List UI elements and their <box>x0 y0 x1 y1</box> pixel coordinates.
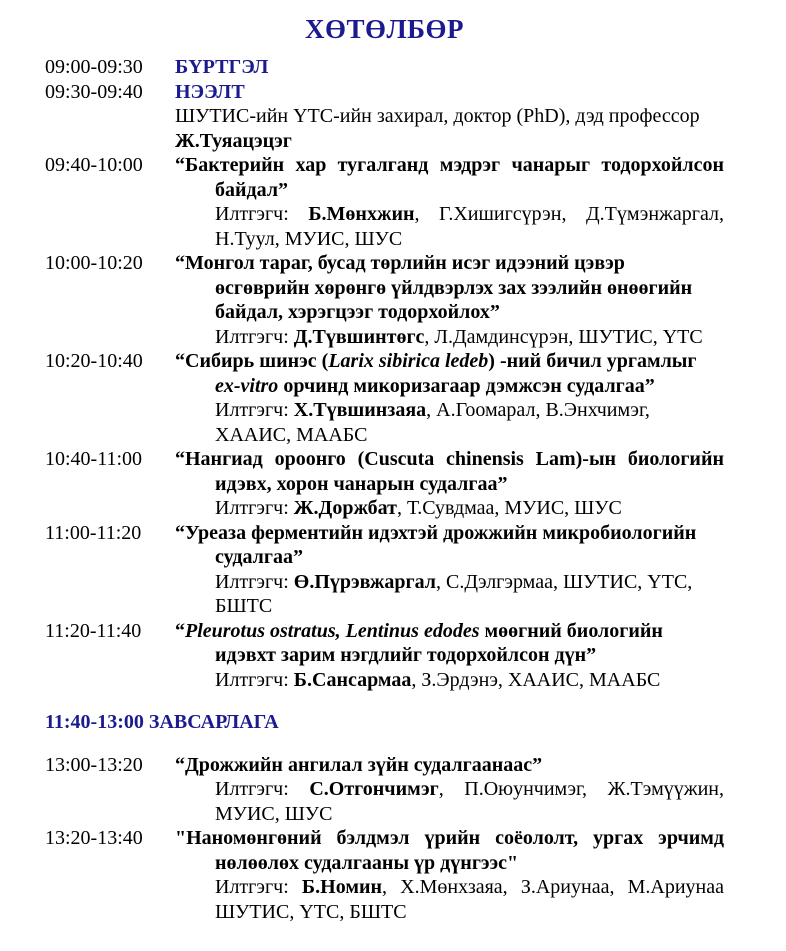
break-row <box>45 710 724 735</box>
text-segment: Илтгэгч: <box>215 203 309 225</box>
session-title <box>175 753 724 778</box>
time-range: 10:20-10:40 <box>45 350 143 372</box>
text-segment: "Наномөнгөний бэлдмэл үрийн соёололт, ургах эрчимд нөлөөлөх судалгааны үр дүнгээс" <box>175 827 724 874</box>
time-range: 11:00-11:20 <box>45 521 142 544</box>
text-segment: Илтгэгч: <box>215 778 310 800</box>
session-title <box>175 619 724 668</box>
presenter-line <box>215 325 724 350</box>
text-segment: Pleurotus ostratus, Lentinus edodes <box>185 619 480 642</box>
schedule-row <box>45 447 724 521</box>
session-title <box>175 521 724 570</box>
row-content <box>175 349 724 447</box>
presenter-line <box>215 570 724 619</box>
row-content <box>175 251 724 349</box>
text-segment: “Монгол тараг, бусад төрлийн исэг идээний цэвэр өсгөврийн хөрөнгө үйлдвэрлэх зах зээлийн өнөөгийн байдал, хэрэгцээг тодорхойлох” <box>175 252 693 323</box>
text-segment: , С.Дэлгэрмаа, ШУТИС, ҮТС, БШТС <box>215 570 693 617</box>
text-segment: мөөгний биологийн идэвхт зарим нэгдлийг тодорхойлсон дүн” <box>215 619 663 666</box>
schedule-row <box>45 619 724 693</box>
text-segment: “ <box>175 619 185 642</box>
session-title <box>175 153 724 202</box>
presenter-line <box>215 496 724 521</box>
time-range: 10:40-11:00 <box>45 448 143 470</box>
opening-description: ШУТИС-ийн ҮТС-ийн захирал, доктор (PhD), дэд профессор <box>175 105 700 127</box>
presenter-line <box>215 875 724 924</box>
text-segment: “Нангиад ороонго (Cuscuta chinensis Lam)-ын биологийн идэвх, хорон чанарын судалгаа” <box>175 448 724 495</box>
row-content <box>175 753 724 827</box>
row-content <box>175 521 724 619</box>
text-segment: Х.Түвшинзаяа <box>293 399 427 421</box>
session-title <box>175 251 724 325</box>
row-content <box>175 55 724 80</box>
row-content <box>175 153 724 251</box>
schedule-row <box>45 521 724 619</box>
text-segment: , З.Эрдэнэ, ХААИС, МААБС <box>411 668 661 691</box>
text-segment: “Уреаза ферментийн идэхтэй дрожжийн микробиологийн судалгаа” <box>175 521 697 568</box>
text-segment: С.Отгончимэг <box>309 778 439 800</box>
time-range: 11:20-11:40 <box>45 619 142 642</box>
text-segment: Илтгэгч: <box>215 399 294 421</box>
text-segment: Ж.Доржбат <box>293 497 397 519</box>
schedule-row <box>45 80 724 154</box>
row-content <box>175 826 724 924</box>
presenter-line <box>215 777 724 826</box>
schedule-row <box>45 55 724 80</box>
text-segment: , Г.Хишигсүрэн, Д.Түмэнжаргал, Н.Туул, МУИС, ШУС <box>215 203 724 250</box>
presenter-line <box>215 668 724 693</box>
text-segment: Б.Номин <box>301 876 382 898</box>
text-segment: Илтгэгч: <box>215 876 302 898</box>
time-range: 10:00-10:20 <box>45 252 143 274</box>
session-heading: БҮРТГЭЛ <box>175 56 269 78</box>
schedule-row <box>45 753 724 827</box>
session-title <box>175 826 724 875</box>
text-segment: , Л.Дамдинсүрэн, ШУТИС, ҮТС <box>424 325 703 348</box>
time-range: 13:20-13:40 <box>45 827 143 849</box>
time-range: 09:30-09:40 <box>45 80 143 103</box>
schedule-row <box>45 153 724 251</box>
page-title: ХӨТӨЛБӨР <box>305 14 464 44</box>
row-content <box>175 447 724 521</box>
time-range: 13:00-13:20 <box>45 753 143 776</box>
text-segment: Илтгэгч: <box>215 497 294 519</box>
schedule-row <box>45 251 724 349</box>
text-segment: , Х.Мөнхзаяа, З.Ариунаа, М.Ариунаа ШУТИС, ҮТС, БШТС <box>215 876 724 923</box>
text-segment: Larix sibirica ledeb <box>328 350 489 372</box>
time-range: 09:00-09:30 <box>45 56 143 78</box>
text-segment: , П.Оюунчимэг, Ж.Тэмүүжин, МУИС, ШУС <box>215 778 724 825</box>
time-range: 09:40-10:00 <box>45 154 143 176</box>
text-segment: “Дрожжийн ангилал зүйн судалгаанаас” <box>175 753 543 776</box>
opening-description: Ж.Туяацэцэг <box>175 129 292 152</box>
text-segment: ) -ний бичил ургамлыг <box>488 350 697 372</box>
schedule-row <box>45 826 724 924</box>
text-segment: Б.Сансармаа <box>293 668 412 691</box>
break-heading: ЗАВСАРЛАГА <box>148 711 279 733</box>
text-segment: ex-vitro <box>215 374 279 397</box>
text-segment: Б.Мөнхжин <box>308 203 415 225</box>
text-segment: орчинд микоризагаар дэмжсэн судалгаа” <box>278 374 655 397</box>
text-segment: Д.Түвшинтөгс <box>293 325 425 348</box>
text-segment: Илтгэгч: <box>215 325 294 348</box>
text-segment: Илтгэгч: <box>215 570 294 593</box>
text-segment: Ө.Пүрэвжаргал <box>293 570 436 593</box>
text-segment: “Сибирь шинэс ( <box>175 350 329 372</box>
session-title <box>175 349 724 398</box>
schedule-row <box>45 349 724 447</box>
row-content <box>175 619 724 693</box>
text-segment: “Бактерийн хар тугалганд мэдрэг чанарыг тодорхойлсон байдал” <box>175 154 724 201</box>
schedule <box>45 55 724 924</box>
text-segment: , А.Гоомарал, В.Энхчимэг, ХААИС, МААБС <box>215 399 650 446</box>
session-title <box>175 447 724 496</box>
time-range: 11:40-13:00 <box>45 711 149 733</box>
presenter-line <box>215 202 724 251</box>
presenter-line <box>215 398 724 447</box>
text-segment: , Т.Сувдмаа, МУИС, ШУС <box>396 497 622 519</box>
session-heading: НЭЭЛТ <box>175 80 245 103</box>
text-segment: Илтгэгч: <box>215 668 294 691</box>
row-content <box>175 80 724 154</box>
